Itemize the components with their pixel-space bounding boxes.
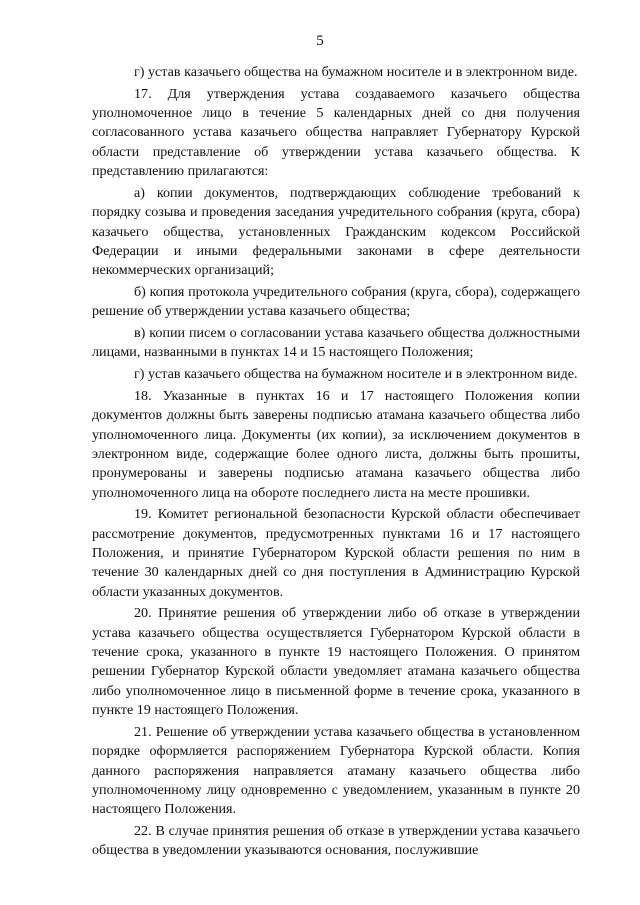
paragraph-21: 21. Решение об утверждении устава казачьего общества в установленном порядке оформляется распоряжением Губернатора Курской области. Копия данного распоряжения направляется атаману казачьего общества либо уполномоченному лицу одновременно с уведомлением, указанным в пункте 20 настоящего Положения. (92, 723, 580, 818)
document-body (92, 63, 580, 863)
paragraph-item-g-2: г) устав казачьего общества на бумажном носителе и в электронном виде. (134, 366, 578, 383)
paragraph-item-v: в) копии писем о согласовании устава казачьего общества должностными лицами, названными в пунктах 14 и 15 настоящего Положения; (92, 325, 580, 361)
paragraph-item-b: б) копия протокола учредительного собрания (круга, сбора), содержащего решение об утверждении устава казачьего общества; (92, 283, 580, 320)
paragraph-18: 18. Указанные в пунктах 16 и 17 настоящего Положения копии документов должны быть заверены подписью атамана казачьего общества либо уполномоченного лица. Документы (их копии), за исключением документов в электронном виде, содержащие более одного листа, должны быть прошиты, пронумерованы и заверены подписью атамана казачьего общества либо уполномоченного лица на обороте последнего листа на месте прошивки. (92, 387, 580, 501)
paragraph-20: 20. Принятие решения об утверждении либо об отказе в утверждении устава казачьего общества осуществляется Губернатором Курской области в течение срока, указанного в пункте 19 настоящего Положения. О принятом решении Губернатор Курской области уведомляет атамана казачьего общества либо уполномоченное лицо в письменной форме в течение срока, указанного в пункте 19 настоящего Положения. (92, 605, 580, 719)
paragraph-17: 17. Для утверждения устава создаваемого казачьего общества уполномоченное лицо в течение 5 календарных дней со дня получения согласованного устава казачьего общества направляет Губернатору Курской области представление об утверждении устава казачьего общества. К представлению прилагаются: (92, 85, 580, 180)
paragraph-item-a: а) копии документов, подтверждающих соблюдение требований к порядку созыва и проведения заседания учредительного собрания (круга, сбора) казачьего общества, установленных Гражданским кодексом Российской Федерации и иными федеральными законами в сфере деятельности некоммерческих организаций; (92, 184, 580, 279)
page-number: 5 (316, 33, 324, 49)
paragraph-22: 22. В случае принятия решения об отказе в утверждении устава казачьего общества в уведомлении указываются основания, послужившие (92, 822, 580, 859)
paragraph-item-g-1: г) устав казачьего общества на бумажном носителе и в электронном виде. (134, 64, 578, 80)
paragraph-19: 19. Комитет региональной безопасности Курской области обеспечивает рассмотрение документов, предусмотренных пунктами 16 и 17 настоящего Положения, и принятие Губернатором Курской области решения по ним в течение 30 календарных дней со дня поступления в Администрацию Курской области указанных документов. (92, 506, 580, 600)
